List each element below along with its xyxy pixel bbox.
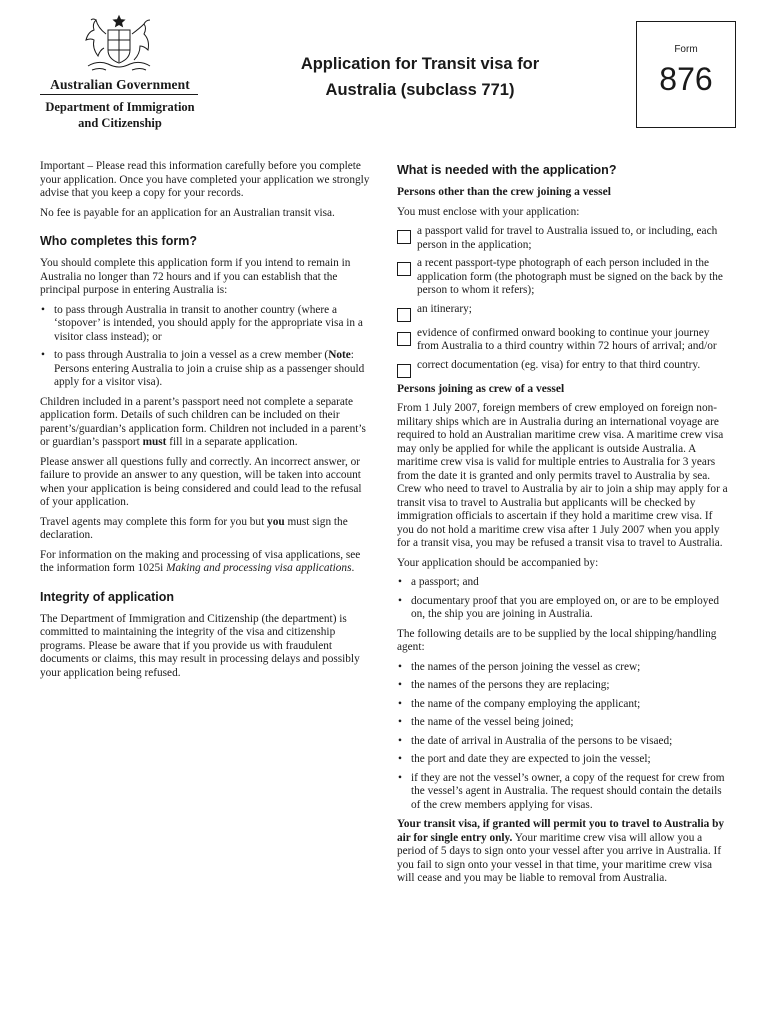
accompanied-list <box>397 576 729 622</box>
crew-heading: Persons joining as crew of a vessel <box>397 382 565 395</box>
checklist-item-text: a passport valid for travel to Australia issued to, or including, each person in the application; <box>417 225 718 251</box>
note-label: Note <box>328 349 351 361</box>
list-item: • if they are not the vessel’s owner, a copy of the request for crew from the vessel’s agent in Australia. The request should contain the details of the crew members applying for visas. <box>398 771 725 811</box>
divider <box>40 94 198 95</box>
checkbox[interactable] <box>397 308 411 322</box>
checklist-item-text: an itinerary; <box>417 302 472 315</box>
accompanied-paragraph: Your application should be accompanied by: <box>397 556 599 569</box>
checklist-item <box>397 359 729 378</box>
what-is-needed-heading: What is needed with the application? <box>397 163 617 177</box>
form-title-line-2: Australia (subclass 771) <box>325 81 515 99</box>
info-text: For information on the making and processing of visa applications, see the information form 1025i <box>40 548 361 574</box>
agents-text-end: must sign the declaration. <box>40 515 348 541</box>
info-form-title: Making and processing visa applications <box>166 562 352 574</box>
who-completes-heading: Who completes this form? <box>40 234 197 248</box>
list-item: • the names of the person joining the vessel as crew; <box>398 660 641 673</box>
department-line-2: and Citizenship <box>78 116 162 130</box>
list-item: • the names of the persons they are replacing; <box>398 679 610 691</box>
purpose-list <box>40 304 370 390</box>
information-paragraph <box>40 549 370 576</box>
children-paragraph <box>40 396 370 450</box>
agent-details-paragraph: The following details are to be supplied by the local shipping/handling agent: <box>397 627 717 653</box>
list-item-text: the names of the person joining the vessel as crew; <box>411 660 641 673</box>
enclosure-checklist <box>397 225 729 378</box>
checklist-item <box>397 257 729 298</box>
checkbox[interactable] <box>397 230 411 244</box>
transit-visa-text: Your maritime crew visa will allow you a period of 5 days to sign onto your vessel after you arrive in Australia. If you fail to sign onto your vessel in that time, your maritime crew visa will cease and you may be liable to removal from Australia. <box>397 831 722 884</box>
department-name <box>38 99 202 131</box>
who-completes-paragraph: You should complete this application form if you intend to remain in Australia no longer than 72 hours and if you can establish that the principal purpose in entering Australia is: <box>40 257 351 296</box>
you-emphasis: you <box>267 515 285 528</box>
persons-other-heading: Persons other than the crew joining a vessel <box>397 186 611 198</box>
list-item: • the name of the company employing the applicant; <box>398 697 641 710</box>
list-item-text: the port and date they are expected to join the vessel; <box>411 753 651 765</box>
children-text-end: fill in a separate application. <box>166 436 298 448</box>
checklist-item-text: correct documentation (eg. visa) for entry to that third country. <box>417 358 701 371</box>
intro-paragraph: Important – Please read this information carefully before you complete your application. Once you have completed your application we strongly advise that you keep a copy for your records. <box>40 160 370 199</box>
government-name: Australian Government <box>50 77 190 92</box>
checklist-item-text: a recent passport-type photograph of each person included in the application form (the photograph must be signed on the back by the person to whom it refers); <box>417 257 723 296</box>
form-title <box>270 51 570 103</box>
list-item: • the name of the vessel being joined; <box>398 716 574 728</box>
department-line-1: Department of Immigration <box>45 100 195 114</box>
list-item: • the date of arrival in Australia of the persons to be visaed; <box>398 734 673 747</box>
list-item-text: documentary proof that you are employed on, or are to be employed on, the ship you are joining in Australia. <box>411 594 720 620</box>
agent-details-list <box>397 661 729 813</box>
checkbox[interactable] <box>397 364 411 378</box>
list-item-text: a passport; and <box>411 576 479 588</box>
list-item: • the port and date they are expected to join the vessel; <box>398 753 651 765</box>
transit-visa-paragraph <box>397 818 729 886</box>
list-item-text: the name of the company employing the applicant; <box>411 697 641 710</box>
list-item-text: to pass through Australia to join a vessel as a crew member ( <box>54 349 329 361</box>
checkbox[interactable] <box>397 332 411 346</box>
agents-text: Travel agents may complete this form for you but <box>40 515 268 528</box>
left-column <box>40 160 370 686</box>
children-text: Children included in a parent’s passport need not complete a separate application form. Details of such children can be included on their parent’s/guardian’s application form. Children not included in a parent’s or guardian’s passport <box>40 395 366 448</box>
integrity-paragraph: The Department of Immigration and Citizenship (the department) is committed to maintaining the integrity of the visa and citizenship programs. Please be aware that if you provide us with fraudulent documents or claims, this may result in processing delays and possibly your application being refused. <box>40 612 360 679</box>
form-number-box <box>636 21 736 128</box>
checklist-item-text: evidence of confirmed onward booking to continue your journey from Australia to a third country within 72 hours of arrival; and/or <box>417 326 717 352</box>
checklist-item <box>397 327 729 354</box>
form-title-line-1: Application for Transit visa for <box>300 55 540 73</box>
checklist-item <box>397 303 729 322</box>
checkbox[interactable] <box>397 262 411 276</box>
list-item: • to pass through Australia in transit to another country (where a ‘stopover’ is intended, you should apply for the appropriate visa in a visitor class instead); or <box>41 303 363 343</box>
answer-all-paragraph: Please answer all questions fully and correctly. An incorrect answer, or failure to provide an answer to any question, will be taken into account when your application is being considered and could lead to the refusal of your application. <box>40 455 362 508</box>
info-text-end: . <box>351 562 355 574</box>
list-item-text: the names of the persons they are replacing; <box>411 679 610 691</box>
list-item-text: the name of the vessel being joined; <box>411 716 574 728</box>
coat-of-arms-icon <box>78 14 160 76</box>
form-number: 876 <box>659 61 713 97</box>
list-item-text: : Persons entering Australia to join a cruise ship as a passenger should apply for a visitor visa). <box>54 349 365 388</box>
list-item-text: to pass through Australia in transit to another country (where a ‘stopover’ is intended, you should apply for the appropriate visa in a visitor class instead); or <box>54 303 363 343</box>
enclose-paragraph: You must enclose with your application: <box>397 205 580 218</box>
list-item: • documentary proof that you are employed on, or are to be employed on, the ship you are joining in Australia. <box>398 594 720 620</box>
checklist-item <box>397 225 729 252</box>
transit-visa-emphasis: Your transit visa, if granted will permit you to travel to Australia by air for single entry only. <box>397 818 725 844</box>
list-item: • a passport; and <box>398 576 479 588</box>
must-emphasis: must <box>142 436 167 448</box>
right-column <box>397 163 729 892</box>
form-label: Form <box>674 44 698 55</box>
list-item-text: if they are not the vessel’s owner, a copy of the request for crew from the vessel’s agent in Australia. The request should contain the details of the crew members applying for visas. <box>411 771 725 811</box>
travel-agents-paragraph <box>40 516 370 543</box>
crew-paragraph: From 1 July 2007, foreign members of crew employed on foreign non-military ships which are in Australia during an international voyage are required to hold an Australian maritime crew visa. A maritime crew visa may only be applied for while the applicant is outside Australia. A maritime crew visa is valid for multiple entries to Australia for 3 years from the date it is granted and only permits travel to Australia by sea. Crew who need to travel to Australia by air to join a ship may apply for a transit visa to travel to Australia but applicants will be checked by immigration officials to ascertain if they hold a maritime crew visa. If you do not hold a maritime crew visa after 1 July 2007 when you apply for a transit visa, you may be refused a transit visa to travel to Australia. <box>397 402 728 549</box>
list-item-text: the date of arrival in Australia of the persons to be visaed; <box>411 734 673 747</box>
integrity-heading: Integrity of application <box>40 589 175 604</box>
no-fee-paragraph: No fee is payable for an application for an Australian transit visa. <box>40 206 335 219</box>
list-item: • to pass through Australia to join a vessel as a crew member (Note: Persons entering Australia to join a cruise ship as a passenger should apply for a visitor visa). <box>41 349 365 388</box>
